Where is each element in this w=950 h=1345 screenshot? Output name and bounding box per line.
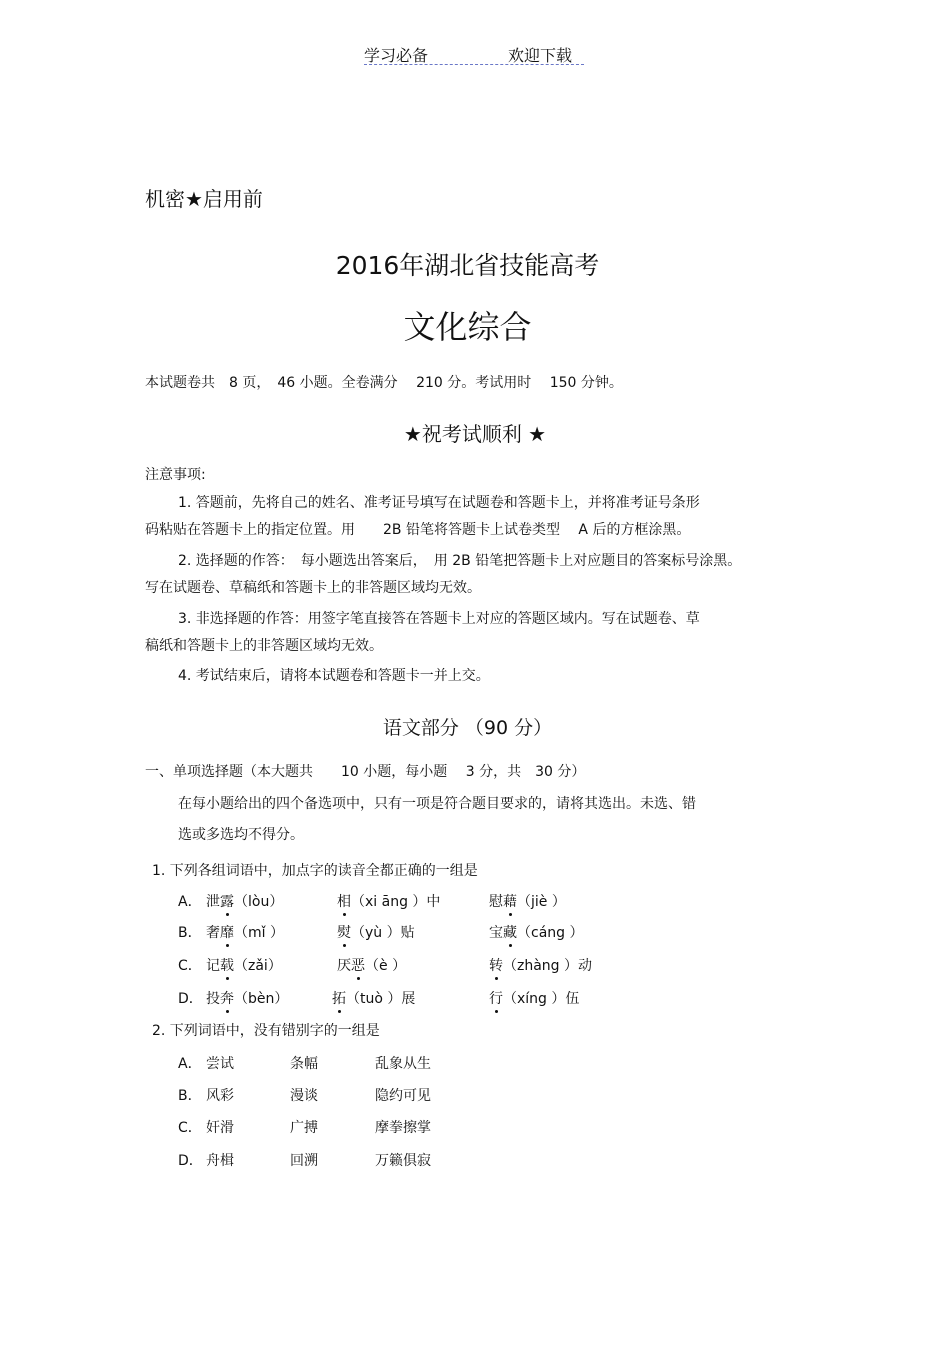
notes-heading: 注意事项: [145, 467, 206, 483]
note-2-line-1: 2. 选择题的作答： 每小题选出答案后， 用 2B 铅笔把答题卡上对应题目的答案标号涂黑。 [178, 553, 742, 569]
q2-c-word-2: 广搏 [290, 1120, 318, 1136]
q1-c-word-1: 记载（zǎi） [206, 958, 282, 974]
q1-a-word-1: 泄露（lòu） [206, 894, 284, 910]
part1-desc-line-2: 选或多选均不得分。 [178, 827, 304, 843]
q1-b-word-1: 奢靡（mǐ ） [206, 925, 284, 941]
good-luck-line: ★祝考试顺利 ★ [403, 422, 547, 446]
q1-a-word-2: 相（xi āng ）中 [337, 894, 441, 910]
q2-option-label: C． [178, 1120, 202, 1136]
q2-b-word-2: 漫谈 [290, 1088, 318, 1104]
q2-b-word-1: 风彩 [206, 1088, 234, 1104]
q2-c-word-1: 奸滑 [206, 1120, 234, 1136]
q2-b-word-3: 隐约可见 [375, 1088, 431, 1104]
exam-title: 2016年湖北省技能高考 [335, 251, 600, 280]
note-1-line-1: 1. 答题前，先将自己的姓名、准考证号填写在试题卷和答题卡上，并将准考证号条形 [178, 495, 700, 511]
q2-d-word-2: 回溯 [290, 1153, 318, 1169]
q2-option-label: A． [178, 1056, 202, 1072]
question-1-stem: 1. 下列各组词语中，加点字的读音全都正确的一组是 [152, 863, 478, 879]
note-2-line-2: 写在试题卷、草稿纸和答题卡上的非答题区域均无效。 [145, 580, 481, 596]
q2-d-word-1: 舟楫 [206, 1153, 234, 1169]
header-right-text: 欢迎下载 [508, 46, 573, 65]
q2-option-label: D． [178, 1153, 203, 1169]
q1-option-label: B． [178, 925, 202, 941]
q1-a-word-3: 慰藉（jiè ） [489, 894, 566, 910]
part1-heading: 一、单项选择题（本大题共 10 小题，每小题 3 分，共 30 分） [145, 764, 586, 780]
question-2-stem: 2. 下列词语中，没有错别字的一组是 [152, 1023, 380, 1039]
note-3-line-1: 3. 非选择题的作答：用签字笔直接答在答题卡上对应的答题区域内。写在试题卷、草 [178, 611, 700, 627]
q1-c-word-3: 转（zhàng ）动 [489, 958, 593, 974]
q2-a-word-2: 条幅 [290, 1056, 318, 1072]
q1-option-label: D． [178, 991, 203, 1007]
q1-d-word-2: 拓（tuò ）展 [332, 991, 416, 1007]
header-left-text: 学习必备 [364, 46, 429, 65]
note-3-line-2: 稿纸和答题卡上的非答题区域均无效。 [145, 638, 383, 654]
q1-b-word-3: 宝藏（cáng ） [489, 925, 584, 941]
exam-subtitle: 文化综合 [403, 308, 532, 346]
note-1-line-2: 码粘贴在答题卡上的指定位置。用 2B 铅笔将答题卡上试卷类型 A 后的方框涂黑。 [145, 522, 691, 538]
q2-d-word-3: 万籁俱寂 [375, 1153, 431, 1169]
note-4-line-1: 4. 考试结束后，请将本试题卷和答题卡一并上交。 [178, 668, 490, 684]
q2-a-word-1: 尝试 [206, 1056, 234, 1072]
exam-intro: 本试题卷共 8 页， 46 小题。全卷满分 210 分。考试用时 150 分钟。 [145, 375, 623, 391]
q1-option-label: A． [178, 894, 202, 910]
q2-a-word-3: 乱象从生 [375, 1056, 431, 1072]
q1-d-word-1: 投奔（bèn） [206, 991, 289, 1007]
header-dashed-rule [364, 64, 584, 65]
q1-d-word-3: 行（xíng ）伍 [489, 991, 580, 1007]
q2-option-label: B． [178, 1088, 202, 1104]
q1-c-word-2: 厌恶（è ） [337, 958, 407, 974]
q1-b-word-2: 熨（yù ）贴 [337, 925, 415, 941]
q1-option-label: C． [178, 958, 202, 974]
section-title: 语文部分 （90 分） [382, 717, 553, 739]
secret-label: 机密★启用前 [145, 187, 263, 211]
q2-c-word-3: 摩拳擦掌 [375, 1120, 431, 1136]
part1-desc-line-1: 在每小题给出的四个备选项中，只有一项是符合题目要求的，请将其选出。未选、错 [178, 796, 696, 812]
